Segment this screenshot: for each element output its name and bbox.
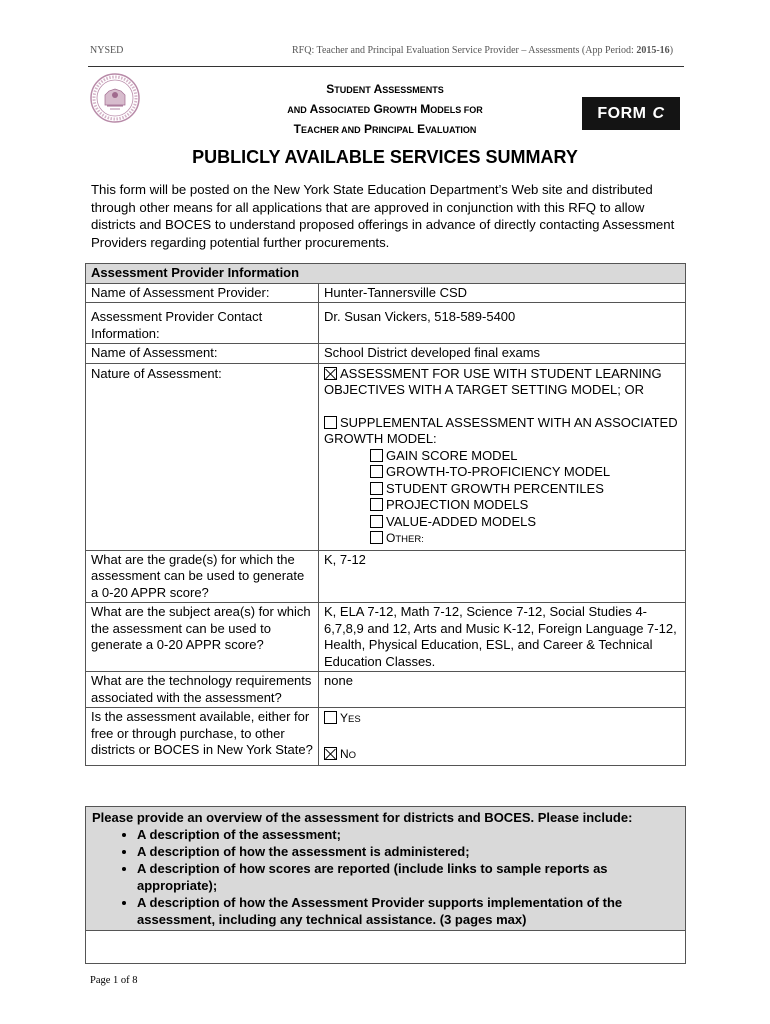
list-item: • A description of how the Assessment Provider supports implementation of the assessment, including any technical assistance. (3 pages max): [137, 894, 679, 928]
growth-model-checkbox[interactable]: [370, 498, 383, 511]
slo-checkbox[interactable]: [324, 367, 337, 380]
availability-options: [319, 708, 686, 766]
overview-instructions: [86, 807, 686, 931]
form-heading: [240, 80, 530, 140]
overview-heading: Please provide an overview of the assessment for districts and BOCES. Please include:: [92, 810, 633, 825]
growth-model-checkbox[interactable]: [370, 515, 383, 528]
yes-checkbox[interactable]: [324, 711, 337, 724]
assessment-name-label: Name of Assessment:: [86, 344, 319, 364]
contact-value[interactable]: Dr. Susan Vickers, 518-589-5400: [319, 303, 686, 344]
nature-label: Nature of Assessment:: [86, 363, 319, 550]
growth-model-option: VALUE-ADDED MODELS: [370, 514, 680, 531]
growth-model-option: PROJECTION MODELS: [370, 497, 680, 514]
availability-label: Is the assessment available, either for free or through purchase, to other districts or BOCES in New York State?: [86, 708, 319, 766]
growth-model-option: GAIN SCORE MODEL: [370, 448, 680, 465]
nys-seal-logo: [90, 73, 140, 123]
growth-model-checkbox[interactable]: [370, 465, 383, 478]
table-row: [86, 344, 686, 364]
header-agency: NYSED: [90, 45, 124, 56]
no-checkbox[interactable]: [324, 747, 337, 760]
heading-line-1: STUDENT ASSESSMENTS: [326, 82, 444, 96]
list-item: • A description of how scores are reported (include links to sample reports as appropriate);: [137, 860, 679, 894]
table-row: [86, 807, 686, 931]
growth-model-option-other: OTHER:: [370, 530, 680, 549]
provider-name-label: Name of Assessment Provider:: [86, 283, 319, 303]
section-heading: Assessment Provider Information: [86, 264, 686, 284]
intro-paragraph: This form will be posted on the New York State Education Department’s Web site and distributed through other means for all applications that are approved in conjunction with this RFQ to allow districts and BOCES to understand proposed offerings in advance of directly contacting Assessment Providers regarding potential further procurements.: [91, 182, 675, 250]
list-item: • A description of how the assessment is administered;: [137, 843, 679, 860]
table-row: [86, 550, 686, 603]
overview-list: [92, 826, 679, 928]
growth-model-checkbox[interactable]: [370, 482, 383, 495]
table-row: [86, 672, 686, 708]
header-rule: [88, 66, 684, 67]
nature-option-supplemental: SUPPLEMENTAL ASSESSMENT WITH AN ASSOCIATED GROWTH MODEL:: [324, 414, 678, 446]
header-rfq-title: RFQ: Teacher and Principal Evaluation Service Provider – Assessments (App Period: 2015-16): [292, 45, 674, 56]
tech-value[interactable]: none: [319, 672, 686, 708]
grades-value[interactable]: K, 7-12: [319, 550, 686, 603]
provider-name-value[interactable]: Hunter-Tannersville CSD: [319, 283, 686, 303]
growth-model-checkbox[interactable]: [370, 449, 383, 462]
overview-response-field[interactable]: [86, 931, 686, 964]
overview-table: [85, 806, 686, 964]
nature-option-slo: ASSESSMENT FOR USE WITH STUDENT LEARNING OBJECTIVES WITH A TARGET SETTING MODEL; OR: [324, 365, 662, 397]
table-row: [86, 708, 686, 766]
assessment-name-value[interactable]: School District developed final exams: [319, 344, 686, 364]
growth-model-option: STUDENT GROWTH PERCENTILES: [370, 481, 680, 498]
growth-model-option: GROWTH-TO-PROFICIENCY MODEL: [370, 464, 680, 481]
subjects-value[interactable]: K, ELA 7-12, Math 7-12, Science 7-12, Social Studies 4-6,7,8,9 and 12, Arts and Music K-12, Foreign Language 7-12, Health, Physical Education, ESL, and Career & Technical Education Classes.: [319, 603, 686, 672]
nature-options: [319, 363, 686, 550]
grades-label: What are the grade(s) for which the assessment can be used to generate a 0-20 APPR score?: [86, 550, 319, 603]
tech-label: What are the technology requirements associated with the assessment?: [86, 672, 319, 708]
availability-yes: YES: [324, 710, 680, 729]
heading-line-3: TEACHER AND PRINCIPAL EVALUATION: [293, 122, 477, 136]
table-row: [86, 283, 686, 303]
subjects-label: What are the subject area(s) for which the assessment can be used to generate a 0-20 APPR score?: [86, 603, 319, 672]
table-row: [86, 931, 686, 964]
other-checkbox[interactable]: [370, 531, 383, 544]
list-item: • A description of the assessment;: [137, 826, 679, 843]
table-row: [86, 363, 686, 550]
form-c-badge: FORM C: [582, 97, 680, 130]
growth-model-list: [324, 448, 680, 549]
contact-label: Assessment Provider Contact Information:: [86, 303, 319, 344]
table-row: [86, 264, 686, 284]
heading-line-2: AND ASSOCIATED GROWTH MODELS FOR: [287, 102, 483, 116]
supplemental-checkbox[interactable]: [324, 416, 337, 429]
page-title: PUBLICLY AVAILABLE SERVICES SUMMARY: [192, 147, 578, 167]
provider-info-table: [85, 263, 686, 766]
page-number: Page 1 of 8: [90, 975, 138, 986]
availability-no: NO: [324, 746, 680, 765]
table-row: [86, 303, 686, 344]
table-row: [86, 603, 686, 672]
